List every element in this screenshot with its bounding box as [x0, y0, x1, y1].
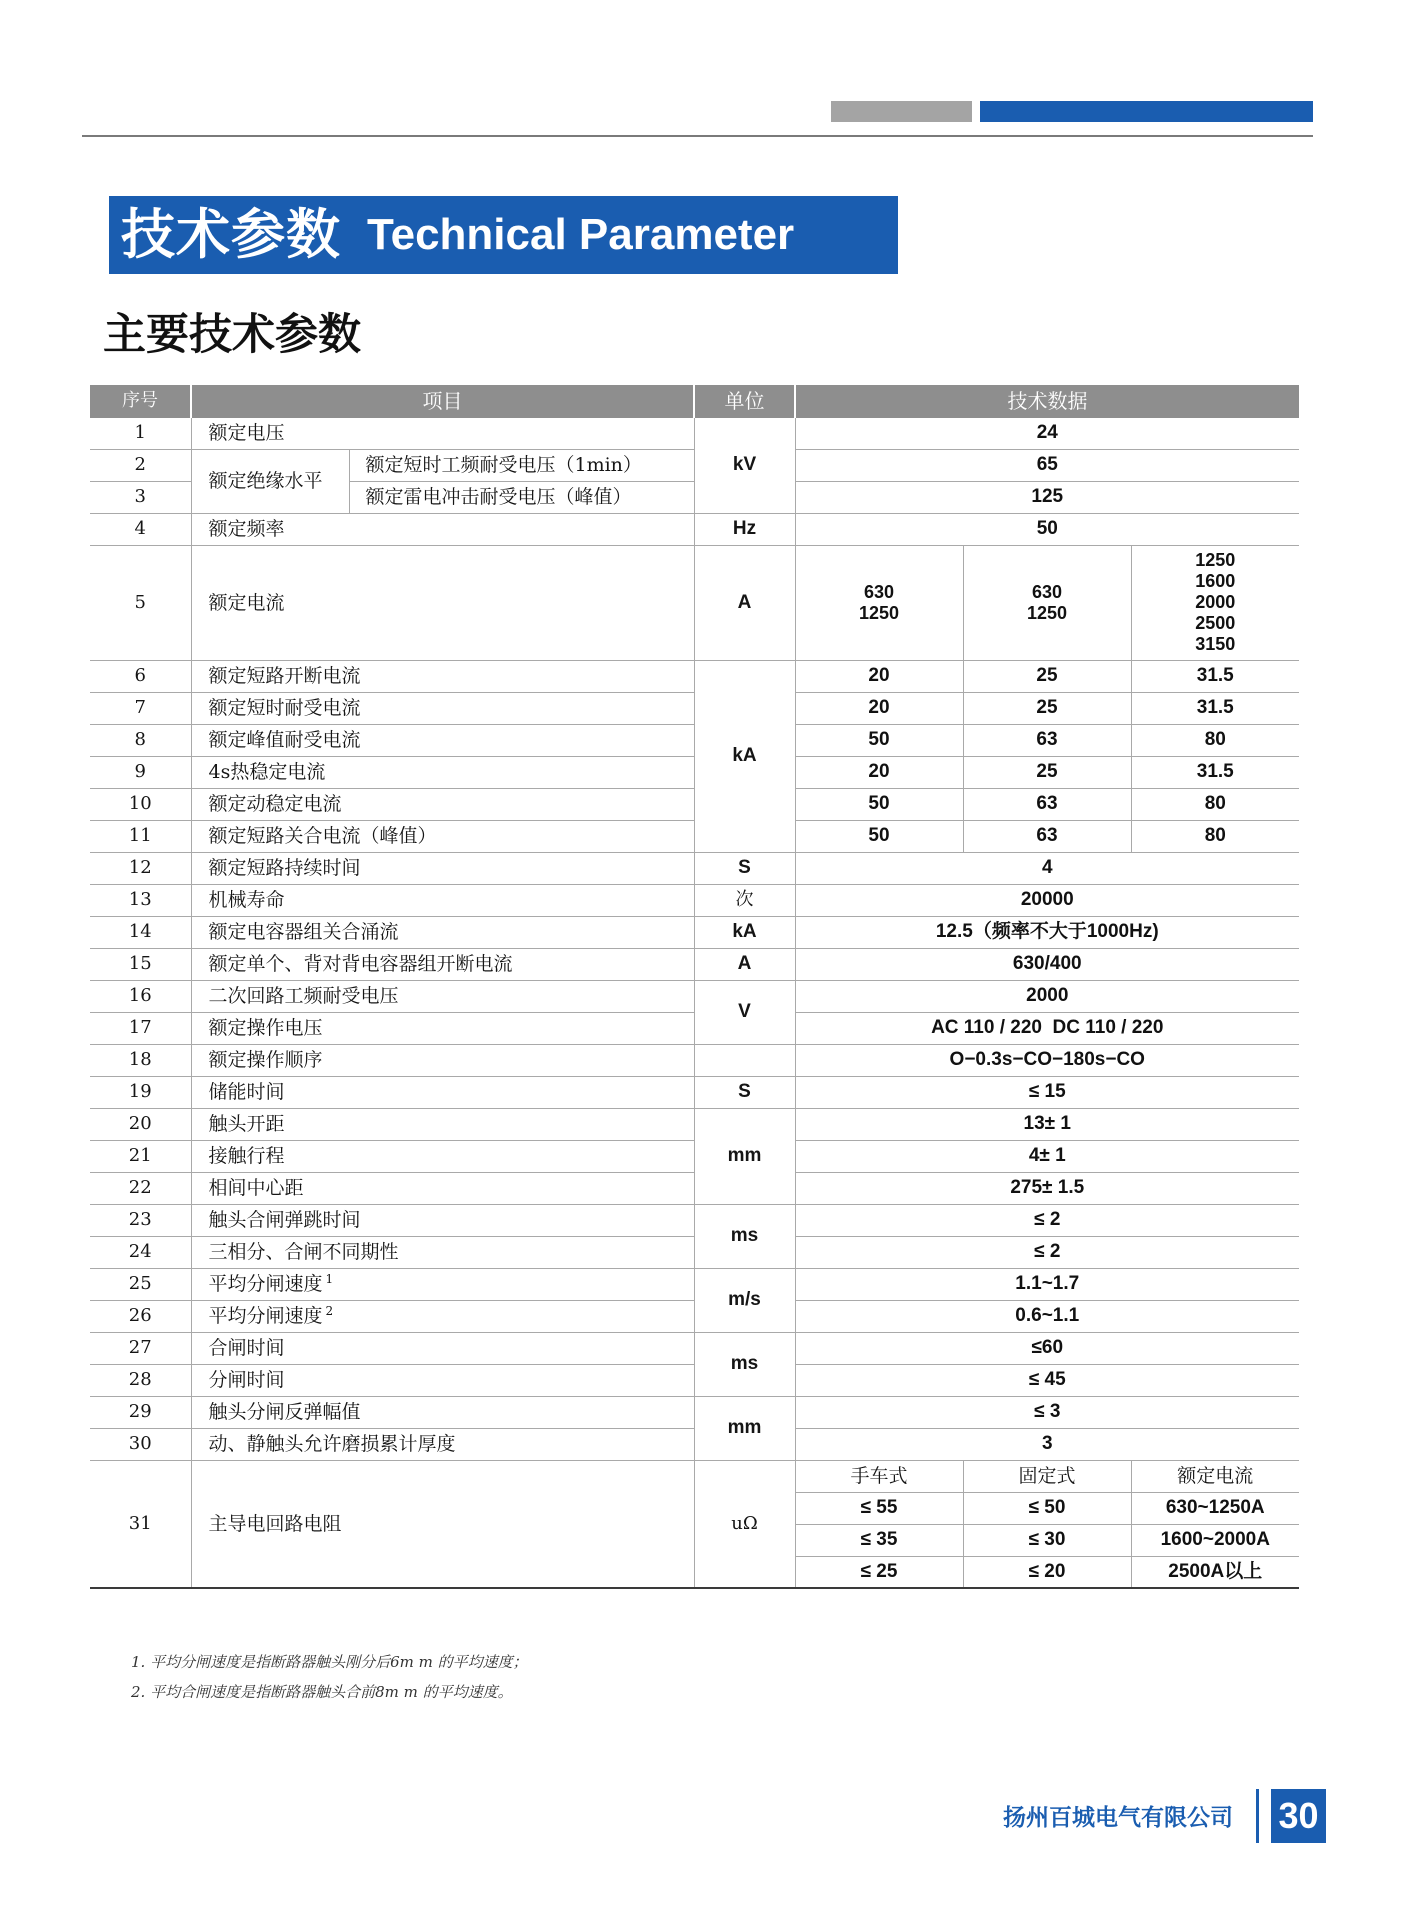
row-number: 13 — [90, 884, 191, 916]
row-unit: mm — [694, 1396, 795, 1460]
header-no: 序号 — [90, 385, 191, 417]
technical-parameter-table — [90, 385, 1299, 1589]
row-value: ≤ 55 — [795, 1492, 963, 1524]
row-sub-item: 额定短时工频耐受电压（1min） — [349, 449, 694, 481]
table-row — [90, 1044, 1299, 1076]
row-value: 31.5 — [1131, 692, 1299, 724]
value-line: 2500 — [1195, 613, 1236, 633]
table-row — [90, 513, 1299, 545]
row-number: 24 — [90, 1236, 191, 1268]
footnote-marker: 2 — [325, 1303, 334, 1318]
table-row — [90, 948, 1299, 980]
row-value: 3 — [795, 1428, 1299, 1460]
value-line: 2000 — [1195, 592, 1236, 612]
row-item: 动、静触头允许磨损累计厚度 — [191, 1428, 694, 1460]
row-item-group: 额定绝缘水平 — [191, 449, 349, 513]
header-item: 项目 — [191, 385, 694, 417]
row-value: 630/400 — [795, 948, 1299, 980]
row-number: 27 — [90, 1332, 191, 1364]
row-value: ≤ 20 — [963, 1556, 1131, 1588]
row-unit: Hz — [694, 513, 795, 545]
header-unit: 单位 — [694, 385, 795, 417]
row-value: AC 110 / 220 DC 110 / 220 — [795, 1012, 1299, 1044]
row-number: 30 — [90, 1428, 191, 1460]
row-number: 16 — [90, 980, 191, 1012]
row-item-text: 平均分闸速度 — [208, 1273, 323, 1295]
row-number: 29 — [90, 1396, 191, 1428]
row-unit: V — [694, 980, 795, 1044]
value-line: 1250 — [858, 602, 900, 623]
table-row — [90, 916, 1299, 948]
row-value: 20 — [795, 756, 963, 788]
row-item: 分闸时间 — [191, 1364, 694, 1396]
row-value: 12.5（频率不大于1000Hz) — [795, 916, 1299, 948]
section-title-banner — [109, 196, 898, 274]
row-value: 20000 — [795, 884, 1299, 916]
row-number: 22 — [90, 1172, 191, 1204]
page-number: 30 — [1271, 1789, 1326, 1843]
row-value: 630~1250A — [1131, 1492, 1299, 1524]
table-header-row — [90, 385, 1299, 417]
row-value: ≤ 2 — [795, 1204, 1299, 1236]
row-number: 3 — [90, 481, 191, 513]
row-item: 三相分、合闸不同期性 — [191, 1236, 694, 1268]
row-unit: kA — [694, 660, 795, 852]
row-item: 额定短路关合电流（峰值） — [191, 820, 694, 852]
value-line: 630 — [1031, 581, 1063, 602]
row-value: 31.5 — [1131, 660, 1299, 692]
row-item: 额定短路开断电流 — [191, 660, 694, 692]
table-row — [90, 980, 1299, 1012]
row-number: 18 — [90, 1044, 191, 1076]
row-item: 主导电回路电阻 — [191, 1460, 694, 1588]
row-unit: m/s — [694, 1268, 795, 1332]
row-item: 额定短时耐受电流 — [191, 692, 694, 724]
row-unit: kV — [694, 417, 795, 513]
row-number: 11 — [90, 820, 191, 852]
row-unit: A — [694, 948, 795, 980]
row-value: 20 — [795, 660, 963, 692]
row-unit: A — [694, 545, 795, 660]
row-value: ≤ 2 — [795, 1236, 1299, 1268]
row-value: 13± 1 — [795, 1108, 1299, 1140]
row-value — [795, 545, 963, 660]
table-row — [90, 1268, 1299, 1300]
row-number: 14 — [90, 916, 191, 948]
row-unit: ms — [694, 1332, 795, 1396]
value-line: 3150 — [1195, 634, 1236, 654]
row-value: 80 — [1131, 820, 1299, 852]
section-title-en: Technical Parameter — [367, 210, 795, 259]
row-number: 17 — [90, 1012, 191, 1044]
row-number: 20 — [90, 1108, 191, 1140]
row-number: 2 — [90, 449, 191, 481]
table-row — [90, 884, 1299, 916]
table-row — [90, 1204, 1299, 1236]
row-number: 25 — [90, 1268, 191, 1300]
row-item — [191, 1268, 694, 1300]
row-item: 额定电容器组关合涌流 — [191, 916, 694, 948]
row-item: 4s热稳定电流 — [191, 756, 694, 788]
row-value: 2000 — [795, 980, 1299, 1012]
row-number: 6 — [90, 660, 191, 692]
row-item: 额定频率 — [191, 513, 694, 545]
row-unit: mm — [694, 1108, 795, 1204]
row-value: 50 — [795, 513, 1299, 545]
row-value: 2500A以上 — [1131, 1556, 1299, 1588]
row-value: O−0.3s−CO−180s−CO — [795, 1044, 1299, 1076]
row-number: 26 — [90, 1300, 191, 1332]
table-row — [90, 1332, 1299, 1364]
row-value: 25 — [963, 660, 1131, 692]
row-item: 额定操作顺序 — [191, 1044, 694, 1076]
row-number: 21 — [90, 1140, 191, 1172]
row-value: 25 — [963, 756, 1131, 788]
row-unit: S — [694, 852, 795, 884]
row-item: 额定单个、背对背电容器组开断电流 — [191, 948, 694, 980]
footnote-marker: 1 — [325, 1271, 334, 1286]
row-value: ≤ 3 — [795, 1396, 1299, 1428]
row-number: 12 — [90, 852, 191, 884]
row-value: ≤ 15 — [795, 1076, 1299, 1108]
row-item: 额定电压 — [191, 417, 694, 449]
row-item: 额定动稳定电流 — [191, 788, 694, 820]
row-unit: 次 — [694, 884, 795, 916]
row-item: 触头分闸反弹幅值 — [191, 1396, 694, 1428]
row-value: ≤ 35 — [795, 1524, 963, 1556]
table-row — [90, 1396, 1299, 1428]
table-row — [90, 852, 1299, 884]
row-value: 50 — [795, 788, 963, 820]
row-item: 触头合闸弹跳时间 — [191, 1204, 694, 1236]
value-line: 1600 — [1195, 571, 1236, 591]
row-unit: uΩ — [694, 1460, 795, 1588]
row-item: 相间中心距 — [191, 1172, 694, 1204]
value-line: 1250 — [1195, 550, 1236, 570]
row-value: 65 — [795, 449, 1299, 481]
row-unit: S — [694, 1076, 795, 1108]
footnote-1: 1. 平均分闸速度是指断路器触头刚分后6m m 的平均速度； — [131, 1653, 528, 1671]
row-value: ≤60 — [795, 1332, 1299, 1364]
row-item: 接触行程 — [191, 1140, 694, 1172]
header-rule — [82, 135, 1313, 137]
row-item: 额定峰值耐受电流 — [191, 724, 694, 756]
row-number: 4 — [90, 513, 191, 545]
row-number: 19 — [90, 1076, 191, 1108]
row-value: 63 — [963, 820, 1131, 852]
table-row — [90, 545, 1299, 660]
row-value: ≤ 30 — [963, 1524, 1131, 1556]
row-value: ≤ 45 — [795, 1364, 1299, 1396]
row-item: 合闸时间 — [191, 1332, 694, 1364]
header-data: 技术数据 — [795, 385, 1299, 417]
value-line: 630 — [863, 581, 895, 602]
footnote-2: 2. 平均合闸速度是指断路器触头合前8m m 的平均速度。 — [131, 1683, 513, 1701]
row-number: 15 — [90, 948, 191, 980]
table-row — [90, 417, 1299, 449]
row-unit: ms — [694, 1204, 795, 1268]
row-value: 20 — [795, 692, 963, 724]
header-gray-bar — [831, 101, 972, 122]
header-blue-bar — [980, 101, 1313, 122]
row-unit: kA — [694, 916, 795, 948]
row-value: 4± 1 — [795, 1140, 1299, 1172]
value-line: 1250 — [1026, 602, 1068, 623]
row-value: 31.5 — [1131, 756, 1299, 788]
table-row — [90, 1108, 1299, 1140]
row-unit-empty — [694, 1044, 795, 1076]
table-row — [90, 660, 1299, 692]
row-value: 50 — [795, 820, 963, 852]
row-number: 10 — [90, 788, 191, 820]
table-row — [90, 1460, 1299, 1492]
row-number: 23 — [90, 1204, 191, 1236]
row-item: 机械寿命 — [191, 884, 694, 916]
row-value: ≤ 25 — [795, 1556, 963, 1588]
row-item-text: 平均分闸速度 — [208, 1305, 323, 1327]
row-value: 4 — [795, 852, 1299, 884]
row-value: 50 — [795, 724, 963, 756]
row-number: 28 — [90, 1364, 191, 1396]
row-item: 二次回路工频耐受电压 — [191, 980, 694, 1012]
row-value: 0.6~1.1 — [795, 1300, 1299, 1332]
page-subtitle: 主要技术参数 — [103, 310, 361, 360]
row-value: 80 — [1131, 788, 1299, 820]
footer-divider — [1256, 1789, 1259, 1843]
sub-column-header: 手车式 — [795, 1460, 963, 1492]
row-value — [1131, 545, 1299, 660]
row-value: 25 — [963, 692, 1131, 724]
table-row — [90, 1076, 1299, 1108]
row-value: 63 — [963, 724, 1131, 756]
row-value: 1.1~1.7 — [795, 1268, 1299, 1300]
row-item — [191, 1300, 694, 1332]
row-value: ≤ 50 — [963, 1492, 1131, 1524]
row-number: 1 — [90, 417, 191, 449]
row-item: 额定短路持续时间 — [191, 852, 694, 884]
row-number: 31 — [90, 1460, 191, 1588]
row-item: 额定操作电压 — [191, 1012, 694, 1044]
row-number: 7 — [90, 692, 191, 724]
row-number: 5 — [90, 545, 191, 660]
row-item: 触头开距 — [191, 1108, 694, 1140]
row-value: 275± 1.5 — [795, 1172, 1299, 1204]
sub-column-header: 额定电流 — [1131, 1460, 1299, 1492]
row-value: 1600~2000A — [1131, 1524, 1299, 1556]
row-value: 125 — [795, 481, 1299, 513]
row-number: 9 — [90, 756, 191, 788]
company-name: 扬州百城电气有限公司 — [1003, 1805, 1233, 1831]
row-value — [963, 545, 1131, 660]
row-value: 24 — [795, 417, 1299, 449]
row-value: 80 — [1131, 724, 1299, 756]
row-item: 储能时间 — [191, 1076, 694, 1108]
row-value: 63 — [963, 788, 1131, 820]
row-number: 8 — [90, 724, 191, 756]
section-title-cn: 技术参数 — [121, 203, 341, 266]
row-item: 额定电流 — [191, 545, 694, 660]
row-sub-item: 额定雷电冲击耐受电压（峰值） — [349, 481, 694, 513]
sub-column-header: 固定式 — [963, 1460, 1131, 1492]
